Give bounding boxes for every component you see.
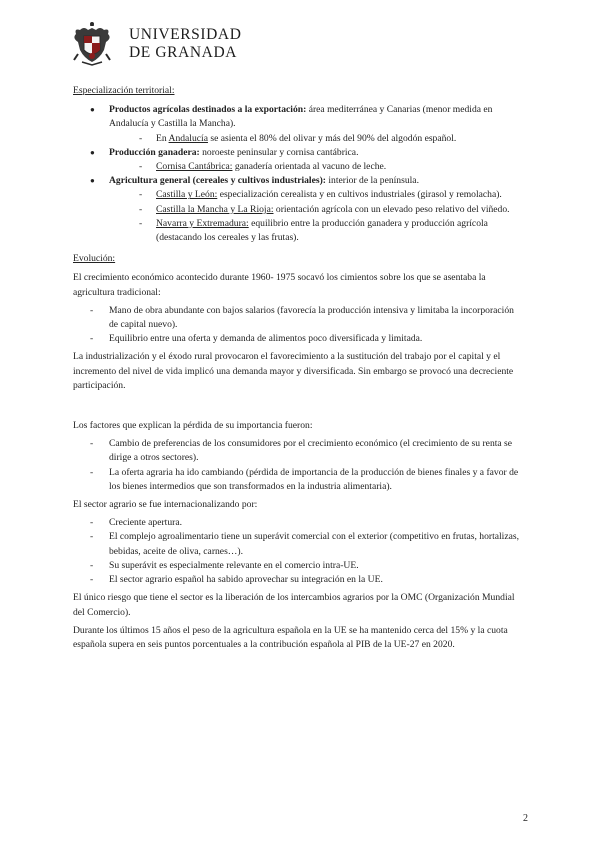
paragraph: El sector agrario se fue internacionalizando por: [73, 499, 258, 511]
list-item: - El complejo agroalimentario tiene un superávit comercial con el exterior (competitivo en frutas, hortalizas, bebidas, aceite de oliva, carnes…). [73, 530, 525, 558]
evolution-list-1 [73, 304, 525, 347]
sub-list-item: - En Andalucía se asienta el 80% del olivar y más del 90% del algodón español. [73, 132, 525, 146]
list-item: - Mano de obra abundante con bajos salarios (favorecía la producción intensiva y limitaba la incorporación de capital nuevo). [73, 304, 525, 332]
paragraph: El único riesgo que tiene el sector es la liberación de los intercambios agrarios por la OMC (Organización Mundial del Comercio). [73, 592, 515, 618]
list-item: - Cambio de preferencias de los consumidores por el crecimiento económico (el crecimiento de su renta se dirige a otros sectores). [73, 437, 525, 465]
sub-list-item: - Cornisa Cantábrica: ganadería orientada al vacuno de leche. [73, 160, 525, 174]
paragraph: Durante los últimos 15 años el peso de la agricultura española en la UE se ha mantenido cerca del 15% y la cuota española supera en seis puntos porcentuales a la contribución española al PIB de la UE-27 en 2020. [73, 624, 508, 650]
university-crest-icon [70, 20, 114, 66]
list-item: ● Producción ganadera: noroeste peninsular y cornisa cantábrica. [73, 146, 525, 160]
territorial-list [73, 103, 525, 245]
list-item: ● Productos agrícolas destinados a la exportación: área mediterránea y Canarias (menor medida en Andalucía y Castilla la Mancha). [73, 103, 525, 131]
section-title-territorial: Especialización territorial: [73, 85, 175, 96]
document-body [73, 84, 525, 652]
evolution-list-3 [73, 516, 525, 587]
paragraph: Los factores que explican la pérdida de su importancia fueron: [73, 420, 313, 432]
university-name-line1: UNIVERSIDAD [129, 26, 242, 43]
sub-list-item: - Castilla y León: especialización cerealista y en cultivos industriales (girasol y remolacha). [73, 188, 525, 202]
list-item: - El sector agrario español ha sabido aprovechar su integración en la UE. [73, 573, 525, 587]
university-name-line2: DE GRANADA [129, 44, 238, 61]
list-item: - Su superávit es especialmente relevante en el comercio intra-UE. [73, 559, 525, 573]
paragraph: La industrialización y el éxodo rural provocaron el favorecimiento a la sustitución del trabajo por el capital y el incremento del nivel de vida implicó una demanda mayor y diversificada. Sin embargo se provocó una decreciente participación. [73, 351, 514, 391]
section-title-evolucion: Evolución: [73, 253, 116, 265]
list-item: - Creciente apertura. [73, 516, 525, 530]
sub-list-item: - Navarra y Extremadura: equilibrio entre la producción ganadera y producción agrícola (destacando los cereales y las frutas). [73, 217, 525, 245]
evolution-list-2 [73, 437, 525, 494]
page-number: 2 [523, 813, 528, 824]
sub-list-item: - Castilla la Mancha y La Rioja: orientación agrícola con un elevado peso relativo del viñedo. [73, 203, 525, 217]
list-item: - Equilibrio entre una oferta y demanda de alimentos poco diversificada y limitada. [73, 332, 525, 346]
list-item: ● Agricultura general (cereales y cultivos industriales): interior de la península. [73, 174, 525, 188]
list-item: - La oferta agraria ha ido cambiando (pérdida de importancia de la producción de bienes finales y a favor de los bienes intermedios que son transformados en la industria alimentaria). [73, 466, 525, 494]
paragraph: El crecimiento económico acontecido durante 1960- 1975 socavó los cimientos sobre los que se asentaba la agricultura tradicional: [73, 272, 486, 298]
